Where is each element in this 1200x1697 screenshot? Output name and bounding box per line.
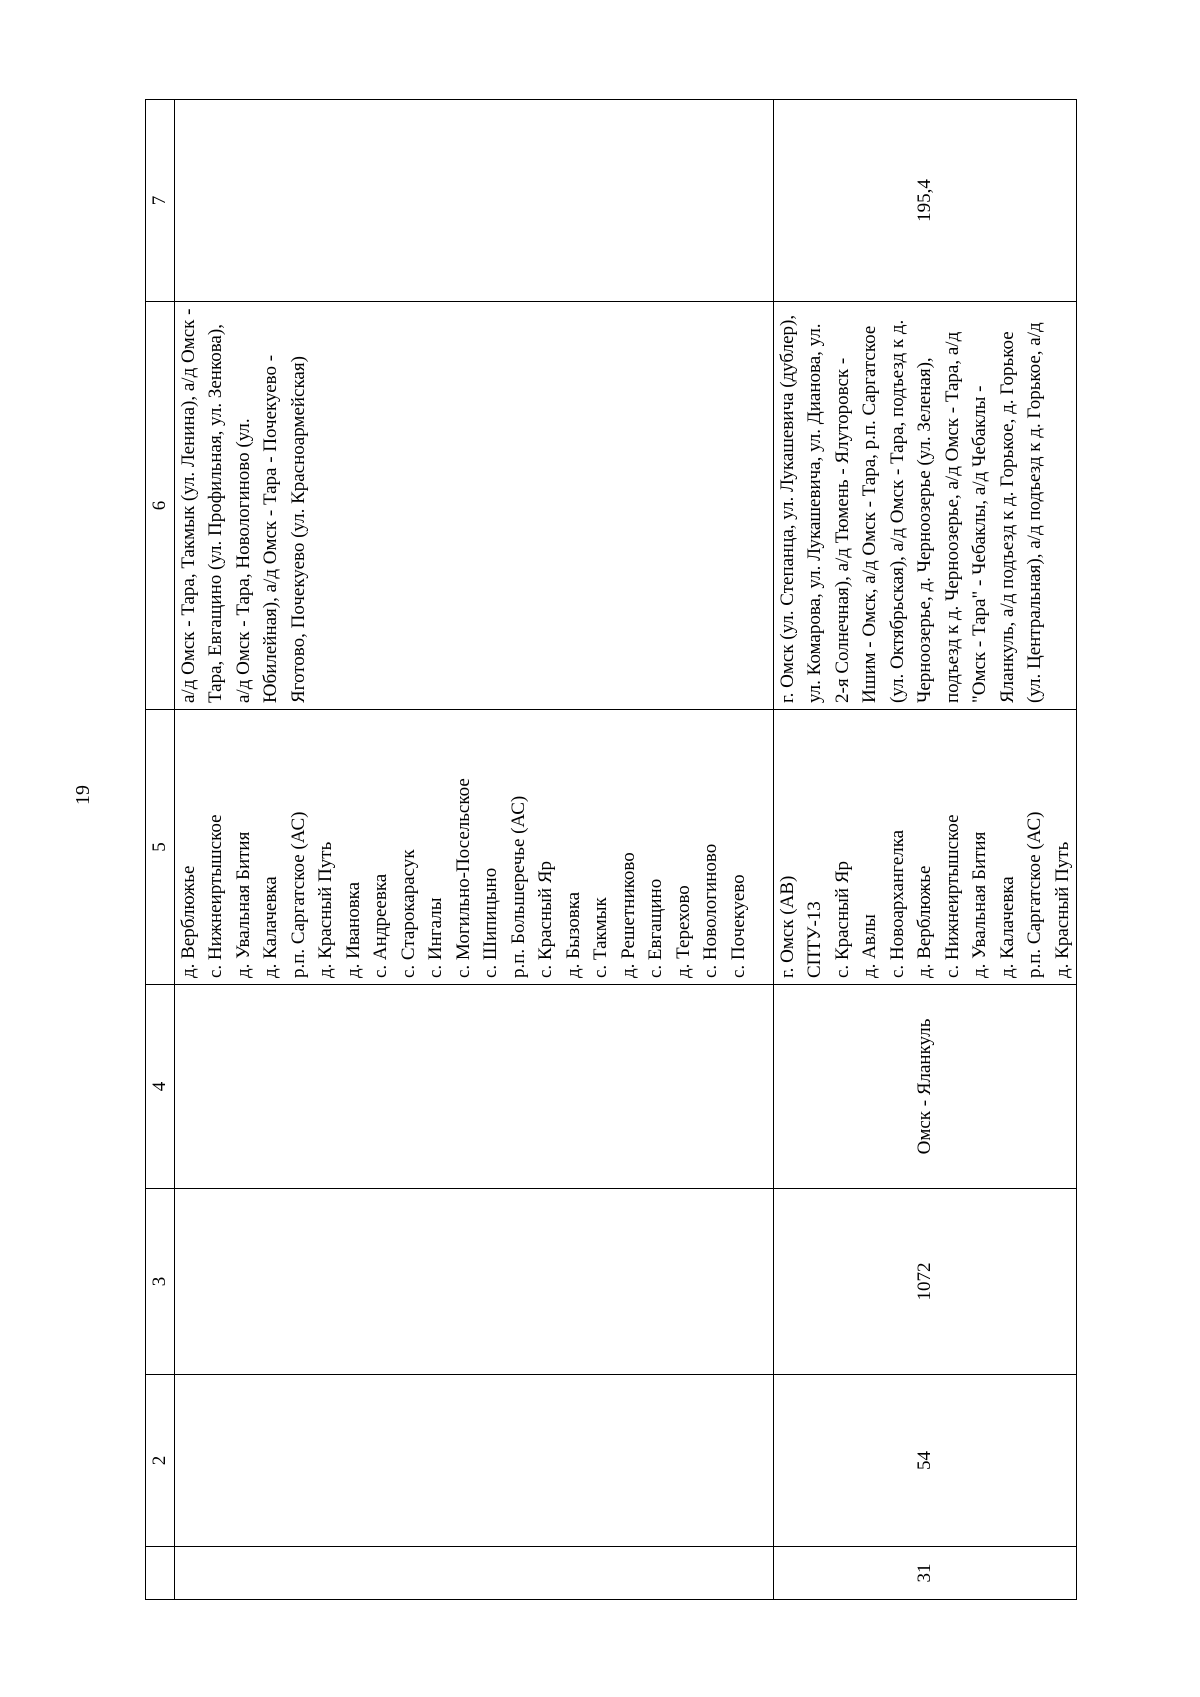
routes-table	[145, 99, 1077, 1600]
cell-col2	[174, 1375, 773, 1547]
cell-col7	[174, 100, 773, 302]
stops-list	[774, 716, 1077, 978]
stop-item: д. Ивановка	[342, 881, 364, 978]
header-col-3: 3	[146, 1189, 175, 1375]
cell-col2: 54	[773, 1375, 1077, 1547]
stop-item: д. Авлы	[859, 914, 880, 978]
stop-item: д. Верблюжье	[914, 865, 935, 978]
header-col-2: 2	[146, 1375, 175, 1547]
header-col-4: 4	[146, 985, 175, 1189]
stop-item: д. Красный Путь	[1051, 841, 1073, 978]
stop-item: с. Нижнеиртышское	[941, 814, 963, 978]
cell-number	[174, 1547, 773, 1600]
cell-route-description	[174, 302, 773, 710]
stop-item: д. Решетниково	[617, 852, 639, 978]
stop-item: с. Такмык	[590, 897, 611, 978]
stop-item: с. Нижнеиртышское	[205, 814, 226, 978]
stop-item: д. Красный Путь	[315, 841, 336, 978]
cell-stops	[773, 710, 1077, 985]
stop-item: с. Новологиново	[700, 843, 721, 978]
cell-col7: 195,4	[773, 100, 1077, 302]
stop-item: с. Новоархангелка	[886, 829, 908, 978]
stop-item: СПТУ-13	[804, 901, 825, 978]
cell-col3: 1072	[773, 1189, 1077, 1375]
cell-stops	[174, 710, 773, 985]
route-description: а/д Омск - Тара, Такмык (ул. Ленина), а/д Омск - Тара, Евгащино (ул. Профильная, ул. Зенкова), а/д Омск - Тара, Новологиново (ул. Юбилейная), а/д Омск - Тара - Почекуево - Яготово, Почекуево (ул. Красноармейская)	[177, 308, 309, 703]
stop-item: с. Шипицыно	[480, 867, 501, 978]
stop-item: с. Могильно-Посельское	[452, 778, 474, 978]
stop-item: д. Калачевка	[260, 876, 281, 978]
cell-col3	[174, 1189, 773, 1375]
stop-item: с. Андреевка	[370, 873, 391, 978]
stops-list	[175, 716, 753, 978]
header-col-6: 6	[146, 302, 175, 710]
rotated-table-wrapper	[145, 100, 1075, 1600]
stop-item: р.п. Саргатское (АС)	[1024, 811, 1045, 978]
header-col-1	[146, 1547, 175, 1600]
table-header-row	[146, 100, 175, 1600]
stop-item: г. Омск (АВ)	[776, 875, 798, 978]
stop-item: с. Красный Яр	[535, 861, 556, 978]
stop-item: д. Увальная Бития	[232, 831, 254, 978]
cell-number: 31	[773, 1547, 1077, 1600]
stop-item: р.п. Большеречье (АС)	[507, 795, 529, 978]
table-row	[773, 100, 1077, 1600]
stop-item: д. Терехово	[672, 885, 694, 978]
cell-route-name: Омск - Яланкуль	[773, 985, 1077, 1189]
stop-item: с. Ингалы	[425, 897, 446, 978]
stop-item: с. Красный Яр	[831, 861, 853, 978]
route-description: г. Омск (ул. Степанца, ул. Лукашевича (дублер), ул. Комарова, ул. Лукашевича, ул. Дианова, ул. 2-я Солнечная), а/д Тюмень - Ялуторовск - Ишим - Омск, а/д Омск - Тара, р.п. Саргатское (ул. Октябрьская), а/д Омск - Тара, подъезд к д. Черноозерье, д. Черноозерье (ул. Зеленая), подъезд к д. Черноозерье, а/д Омск - Тара, а/д "Омск - Тара" - Чебаклы, а/д Чебаклы - Яланкуль, а/д подъезд к д. Горькое, д. Горькое (ул. Центральная), а/д подъезд к д. Горькое, а/д	[776, 314, 1045, 703]
stop-item: с. Евгащино	[645, 878, 666, 978]
stop-item: р.п. Саргатское (АС)	[287, 811, 309, 978]
stop-item: с. Старокарасук	[397, 849, 419, 978]
stop-item: д. Бызовка	[562, 891, 584, 978]
stop-item: с. Почекуево	[727, 874, 749, 978]
header-col-7: 7	[146, 100, 175, 302]
stop-item: д. Калачевка	[996, 876, 1018, 978]
cell-route-name	[174, 985, 773, 1189]
cell-route-description	[773, 302, 1077, 710]
stop-item: д. Верблюжье	[177, 865, 199, 978]
stop-item: д. Увальная Бития	[969, 831, 990, 978]
table-row	[174, 100, 773, 1600]
header-col-5: 5	[146, 710, 175, 985]
page-number: 19	[72, 785, 94, 805]
